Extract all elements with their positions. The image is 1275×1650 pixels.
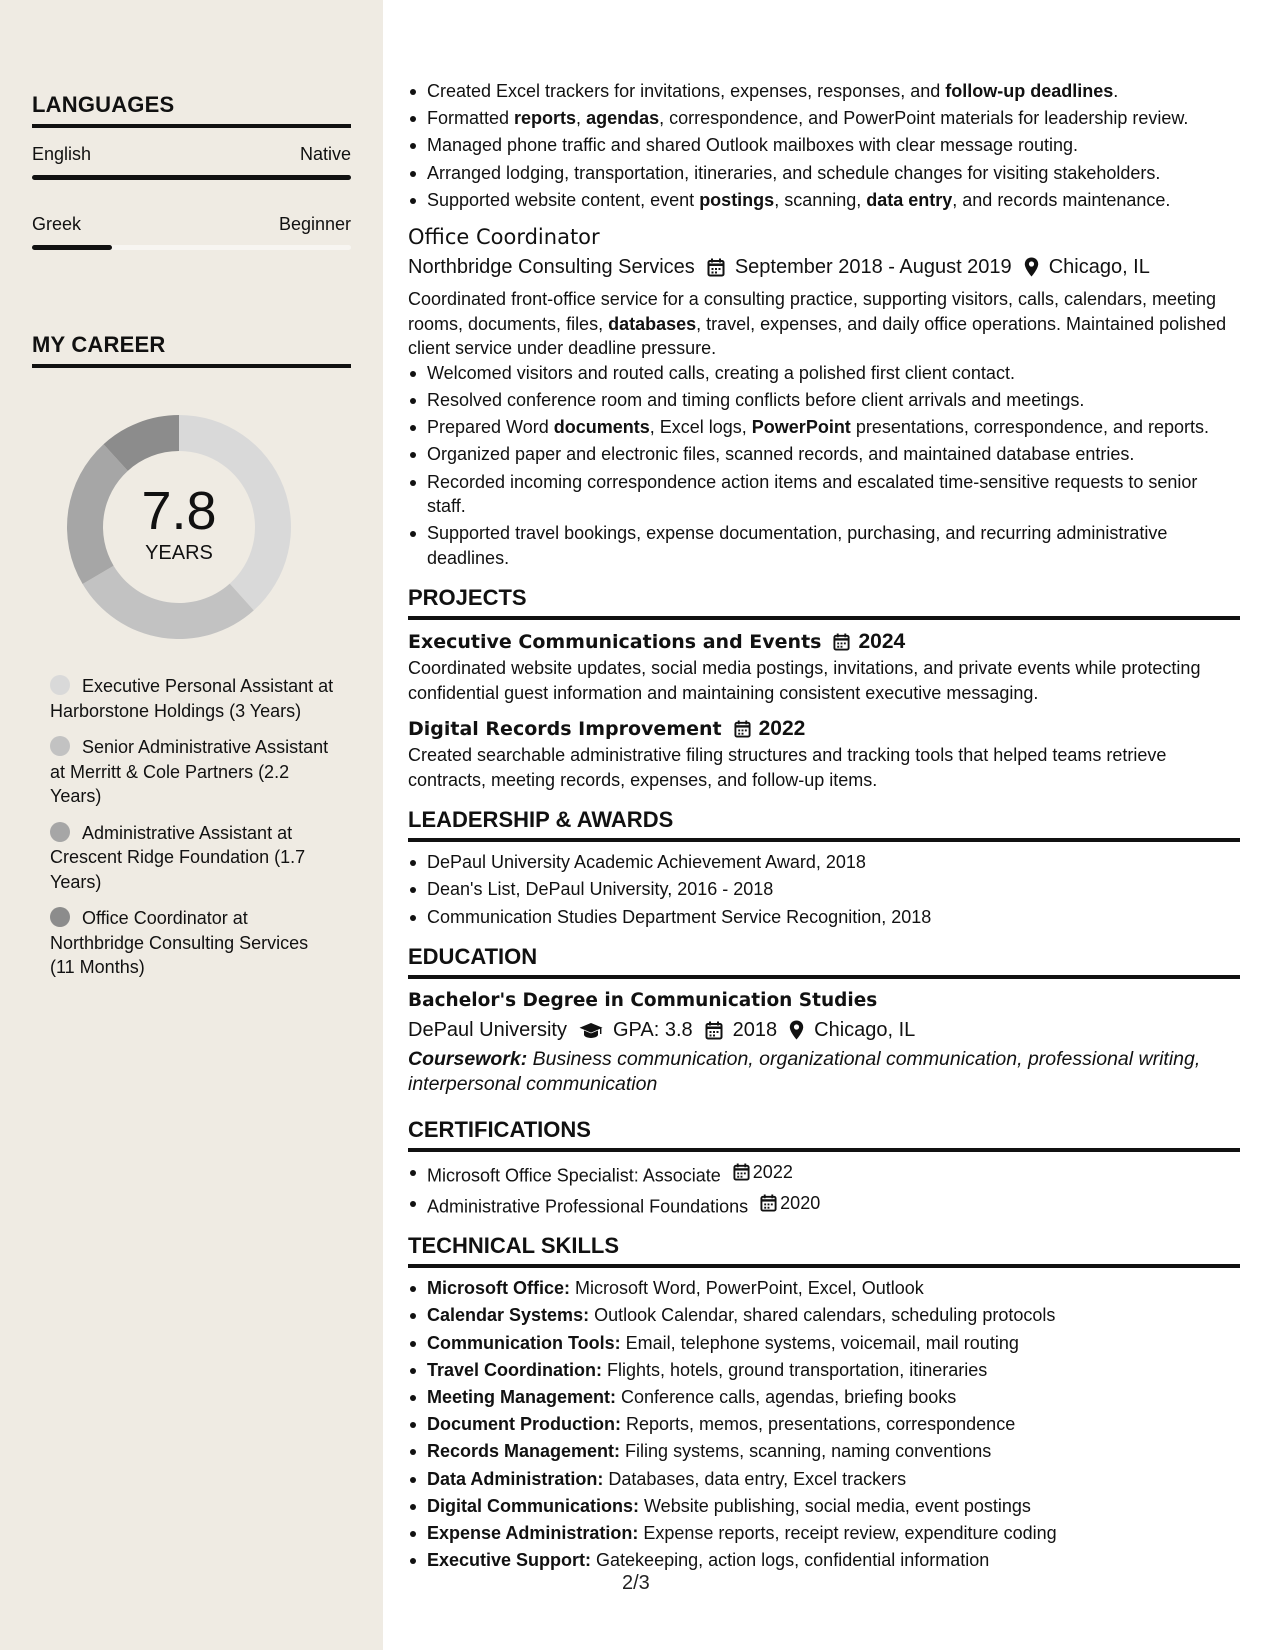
languages-section	[32, 92, 351, 250]
project-item	[408, 715, 1240, 792]
skill-value: Flights, hotels, ground transportation, itineraries	[602, 1359, 988, 1380]
project-year: 2022	[758, 717, 806, 741]
career-legend-item	[50, 821, 335, 895]
education-title: EDUCATION	[408, 943, 1240, 979]
graduation-year: 2018	[732, 1019, 778, 1042]
language-bar-fill	[32, 175, 351, 180]
project-description: Coordinated website updates, social media postings, invitations, and private events while protecting confidential guest information and maintaining consistent executive messaging.	[408, 658, 1201, 703]
certification-item	[408, 1191, 1240, 1219]
skill-label: Document Production:	[427, 1414, 621, 1435]
job-location: Chicago, IL	[1048, 256, 1150, 279]
job-dates: September 2018 - August 2019	[734, 256, 1012, 279]
career-section	[32, 332, 351, 368]
certifications-title: CERTIFICATIONS	[408, 1116, 1240, 1152]
project-name: Executive Communications and Events	[408, 631, 822, 654]
job-meta	[408, 252, 1240, 282]
job-bullets	[408, 361, 1240, 570]
education-meta	[408, 1015, 1240, 1045]
bullet-item: Managed phone traffic and shared Outlook mailboxes with clear message routing.	[408, 133, 1240, 158]
certification-name: Microsoft Office Specialist: Associate	[427, 1165, 721, 1186]
projects-title: PROJECTS	[408, 584, 1240, 620]
skill-label: Meeting Management:	[427, 1387, 617, 1407]
main-content	[408, 79, 1240, 1575]
calendar-icon	[833, 633, 850, 651]
skill-value: Expense reports, receipt review, expenditure coding	[638, 1522, 1057, 1543]
skill-item	[408, 1521, 1240, 1546]
leadership-list	[408, 850, 1240, 929]
list-item: Communication Studies Department Service Recognition, 2018	[408, 905, 1240, 930]
leadership-title: LEADERSHIP & AWARDS	[408, 806, 1240, 842]
legend-label: Administrative Assistant at Crescent Ridge Foundation (1.7 Years)	[50, 822, 306, 892]
graduation-cap-icon	[579, 1022, 603, 1039]
project-year: 2024	[858, 630, 906, 654]
bullet-item: Supported website content, event postings, scanning, data entry, and records maintenance.	[408, 188, 1240, 213]
legend-dot	[50, 822, 70, 842]
certification-year: 2020	[780, 1192, 821, 1213]
project-name: Digital Records Improvement	[408, 718, 722, 741]
language-bar	[32, 245, 351, 250]
project-description: Created searchable administrative filing structures and tracking tools that helped teams retrieve contracts, meeting records, expenses, and follow-up items.	[408, 745, 1167, 790]
bullet-item: Formatted reports, agendas, correspondence, and PowerPoint materials for leadership review.	[408, 106, 1240, 131]
calendar-icon	[705, 1021, 723, 1040]
calendar-icon	[734, 720, 751, 738]
skill-value: Databases, data entry, Excel trackers	[603, 1468, 907, 1489]
bullet-item: Welcomed visitors and routed calls, creating a polished first client contact.	[408, 361, 1240, 386]
skill-value: Website publishing, social media, event postings	[639, 1495, 1031, 1516]
page-number: 2/3	[622, 1572, 650, 1594]
school-location: Chicago, IL	[814, 1019, 916, 1042]
degree-title: Bachelor's Degree in Communication Studies	[408, 990, 878, 1012]
skill-label: Data Administration:	[427, 1468, 604, 1489]
career-total-years: 7.8	[141, 480, 217, 541]
career-legend-item	[50, 674, 335, 723]
skill-label: Communication Tools:	[427, 1332, 621, 1353]
project-item	[408, 628, 1240, 705]
skill-value: Email, telephone systems, voicemail, mail routing	[620, 1332, 1019, 1353]
languages-title: LANGUAGES	[32, 92, 351, 128]
skill-item	[408, 1358, 1240, 1383]
legend-label: Executive Personal Assistant at Harborstone Holdings (3 Years)	[50, 676, 334, 721]
skill-value: Filing systems, scanning, naming conventions	[620, 1441, 992, 1462]
language-bar-fill	[32, 245, 112, 250]
skill-item	[408, 1412, 1240, 1437]
bullet-item: Resolved conference room and timing conflicts before client arrivals and meetings.	[408, 388, 1240, 413]
skill-value: Outlook Calendar, shared calendars, scheduling protocols	[589, 1305, 1056, 1326]
skill-label: Digital Communications:	[427, 1495, 640, 1516]
coursework	[408, 1047, 1240, 1096]
job-company: Northbridge Consulting Services	[408, 256, 695, 279]
legend-label: Office Coordinator at Northbridge Consulting Services (11 Months)	[50, 908, 309, 977]
skill-label: Travel Coordination:	[427, 1359, 603, 1380]
bullet-item: Recorded incoming correspondence action items and escalated time-sensitive requests to senior staff.	[408, 470, 1240, 519]
skill-item	[408, 1548, 1240, 1573]
job-title: Office Coordinator	[408, 225, 600, 250]
skill-value: Conference calls, agendas, briefing books	[616, 1387, 957, 1407]
legend-label: Senior Administrative Assistant at Merritt & Cole Partners (2.2 Years)	[50, 737, 329, 806]
bullet-item: Prepared Word documents, Excel logs, PowerPoint presentations, correspondence, and reports.	[408, 415, 1240, 440]
skill-item	[408, 1494, 1240, 1519]
certification-name: Administrative Professional Foundations	[427, 1195, 749, 1216]
skill-label: Microsoft Office:	[427, 1278, 571, 1299]
bullet-item: Arranged lodging, transportation, itineraries, and schedule changes for visiting stakeholders.	[408, 161, 1240, 186]
skill-item	[408, 1331, 1240, 1356]
list-item: DePaul University Academic Achievement Award, 2018	[408, 850, 1240, 875]
certification-year: 2022	[752, 1162, 793, 1183]
skill-label: Calendar Systems:	[427, 1305, 590, 1326]
sidebar	[0, 0, 383, 1650]
location-pin-icon	[789, 1020, 804, 1040]
skill-item	[408, 1303, 1240, 1328]
gpa: GPA: 3.8	[612, 1019, 693, 1042]
skill-item	[408, 1385, 1240, 1410]
skill-label: Expense Administration:	[427, 1522, 639, 1543]
career-legend-item	[50, 906, 335, 980]
language-level: Native	[299, 144, 351, 164]
school-name: DePaul University	[408, 1019, 567, 1042]
certification-item	[408, 1160, 1240, 1188]
certifications-list	[408, 1160, 1240, 1218]
previous-job-bullets	[408, 79, 1240, 212]
skill-value: Reports, memos, presentations, correspondence	[621, 1414, 1016, 1435]
bullet-item: Organized paper and electronic files, scanned records, and maintained database entries.	[408, 442, 1240, 467]
language-name: English	[32, 144, 92, 164]
legend-dot	[50, 675, 70, 695]
calendar-icon	[733, 1163, 750, 1181]
skill-item	[408, 1439, 1240, 1464]
career-legend-item	[50, 735, 335, 809]
skill-value: Gatekeeping, action logs, confidential information	[591, 1550, 990, 1571]
skill-label: Executive Support:	[427, 1550, 592, 1571]
calendar-icon	[707, 258, 725, 277]
language-bar	[32, 175, 351, 180]
language-level: Beginner	[278, 214, 351, 234]
skill-item	[408, 1276, 1240, 1301]
skill-label: Records Management:	[427, 1441, 621, 1462]
career-total-unit: YEARS	[145, 541, 213, 564]
skills-list	[408, 1276, 1240, 1572]
legend-dot	[50, 736, 70, 756]
language-item	[32, 214, 351, 250]
bullet-item: Created Excel trackers for invitations, expenses, responses, and follow-up deadlines.	[408, 79, 1240, 104]
skill-value: Microsoft Word, PowerPoint, Excel, Outlook	[570, 1278, 924, 1299]
language-item	[32, 144, 351, 180]
bullet-item: Supported travel bookings, expense documentation, purchasing, and recurring administrative deadlines.	[408, 521, 1240, 570]
skill-item	[408, 1467, 1240, 1492]
language-name: Greek	[32, 214, 82, 234]
skills-title: TECHNICAL SKILLS	[408, 1232, 1240, 1268]
list-item: Dean's List, DePaul University, 2016 - 2018	[408, 877, 1240, 902]
career-title: MY CAREER	[32, 332, 351, 368]
legend-dot	[50, 907, 70, 927]
career-donut-chart	[66, 414, 292, 640]
coursework-text: Business communication, organizational communication, professional writing, interpersonal communication	[408, 1048, 1201, 1095]
career-legend	[50, 674, 335, 992]
calendar-icon	[760, 1194, 777, 1212]
coursework-label: Coursework:	[408, 1048, 528, 1071]
job-description: Coordinated front-office service for a consulting practice, supporting visitors, calls, calendars, meeting rooms, documents, files, databases, travel, expenses, and daily office operations. Maintained polished client service under deadline pressure.	[408, 289, 1227, 359]
location-pin-icon	[1024, 257, 1039, 277]
